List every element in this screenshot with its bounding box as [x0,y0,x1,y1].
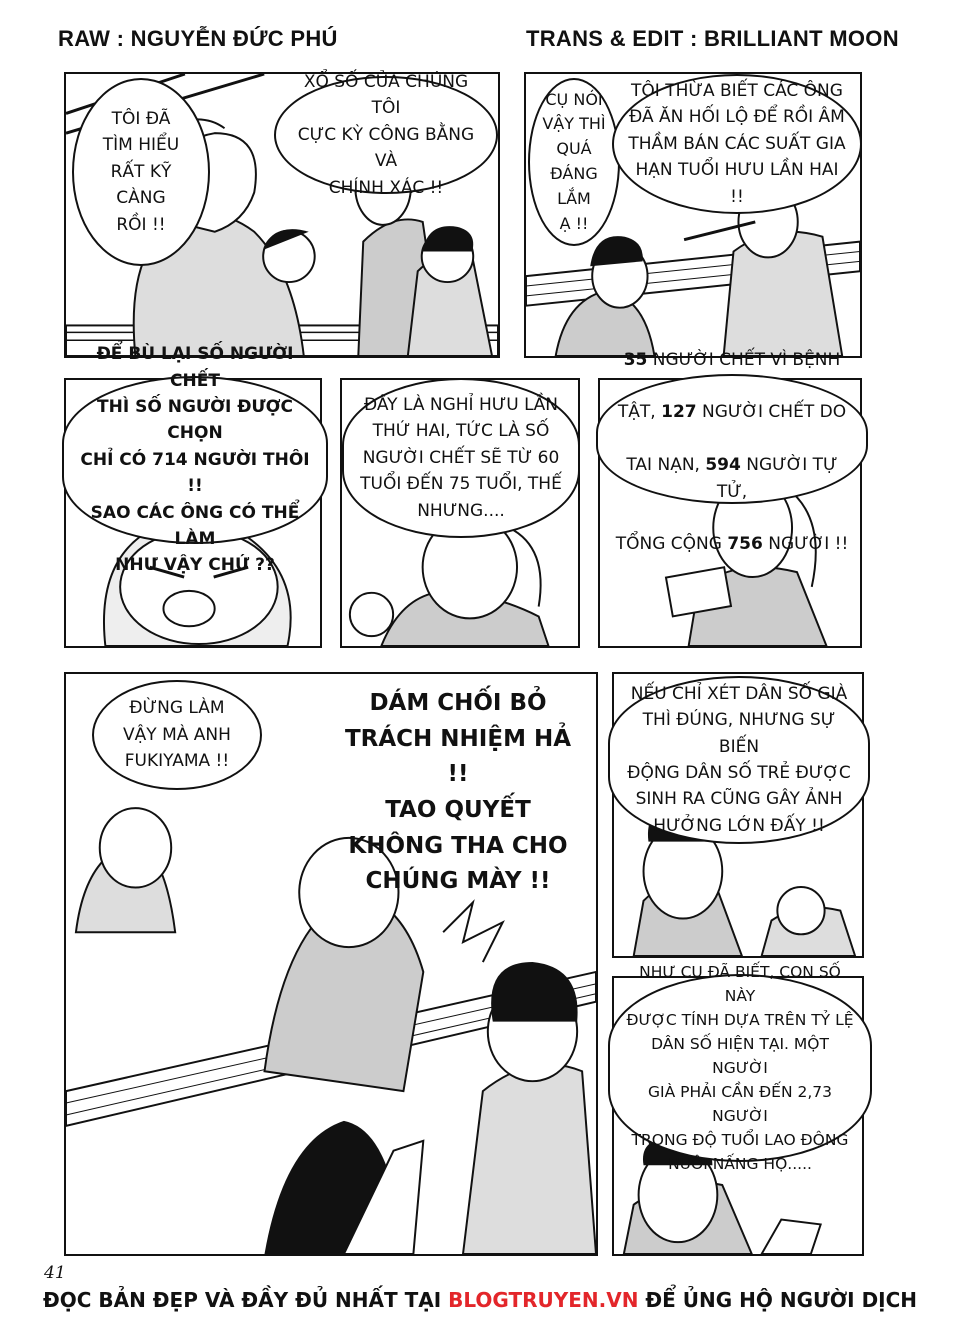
panel-1 [64,72,500,358]
panel-2 [524,72,862,358]
panel-5 [598,349,862,648]
bubble-text: TÔI THỪA BIẾT CÁC ÔNG ĐÃ ĂN HỐI LỘ ĐỂ RỒI ÂM THẦM BÁN CÁC SUẤT GIA HẠN TUỔI HƯU LẦN HAI !! [628,81,846,207]
text-tong-cong: TỔNG CỘNG [615,534,728,555]
bubble-text: XỔ SỐ CỦA CHÚNG TÔI CỰC KỲ CÔNG BẰNG VÀ CHÍNH XÁC !! [297,72,475,198]
text-tai-nan: NGƯỜI CHẾT DO [696,402,847,423]
panel-3 [64,344,322,648]
count-tai-nan: 127 [661,402,697,423]
bubble-text: TÔI ĐÃ TÌM HIỂU RẤT KỸ CÀNG RỒI !! [102,109,180,235]
bubble-text: ĐỪNG LÀM VẬY MÀ ANH FUKIYAMA !! [123,698,231,772]
raw-credit: RAW : NGUYỄN ĐỨC PHÚ [58,26,338,51]
text-tat: TẬT, [617,402,662,423]
speech-bubble-nhu-cu-da-biet [608,962,872,1174]
bubble-text [612,320,852,557]
speech-bubble-cu-noi [528,78,620,246]
trans-credit: TRANS & EDIT : BRILLIANT MOON [526,26,899,51]
speech-bubble-so-nguoi-chet [596,349,868,555]
count-benh-tat: 35 [623,349,648,370]
bubble-text: CỤ NÓI VẬY THÌ QUÁ ĐÁNG LẮM Ạ !! [542,89,606,233]
bubble-text: NHƯ CỤ ĐÃ BIẾT, CON SỐ NÀY ĐƯỢC TÍNH DỰA TRÊN TỶ LỆ DÂN SỐ HIỆN TẠI. MỘT NGƯỜI GIÀ PHẢI CẦN ĐẾN 2,73 NGƯỜI TRONG ĐỘ TUỔI LAO ĐỘNG NUÔI NẤNG HỌ..... [626,962,854,1174]
page-number: 41 [44,1263,66,1283]
footer-text-after: ĐỂ ỦNG HỘ NGƯỜI DỊCH [638,1288,918,1312]
speech-bubble-dung-lam [92,680,262,790]
panel-8 [612,962,864,1256]
text-nguoi: NGƯỜI !! [762,534,849,555]
speech-bubble-thua-biet [612,74,862,214]
text-tu-tu: NGƯỜI TỰ TỬ, [716,455,838,502]
shout-dam-choi-bo: DÁM CHỐI BỎ TRÁCH NHIỆM HẢ !! TAO QUYẾT KHÔNG THA CHO CHÚNG MÀY !! [344,690,572,895]
panel-6 [64,672,598,1256]
text-benh-tat: NGƯỜI CHẾT VÌ BỆNH [647,349,841,370]
bubble-text: ĐÂY LÀ NGHỈ HƯU LẦN THỨ HAI, TỨC LÀ SỐ NGƯỜI CHẾT SẼ TỪ 60 TUỔI ĐẾN 75 TUỔI, THẾ NHƯNG.... [360,395,562,521]
text-tai-nan-2: TAI NẠN, [626,455,706,476]
footer-site-link[interactable]: BLOGTRUYEN.VN [448,1288,639,1312]
speech-bubble-xo-so [274,72,498,198]
bubble-text: ĐỂ BÙ LẠI SỐ NGƯỜI CHẾT THÌ SỐ NGƯỜI ĐƯỢC CHỌN CHỈ CÓ 714 NGƯỜI THÔI !! SAO CÁC ÔNG CÓ THỂ LÀM NHƯ VẬY CHỨ ?? [80,344,310,576]
speech-bubble-neu-chi-xet [608,676,870,844]
panel-4 [340,378,580,648]
footer-credit [0,1288,960,1312]
footer-text-before: ĐỌC BẢN ĐẸP VÀ ĐẦY ĐỦ NHẤT TẠI [42,1288,449,1312]
speech-bubble-bu-lai [62,344,328,576]
count-tu-tu: 594 [705,455,741,476]
speech-bubble-nghi-huu [342,378,580,538]
speech-bubble-tim-hieu [72,78,210,266]
bubble-text: NẾU CHỈ XÉT DÂN SỐ GIÀ THÌ ĐÚNG, NHƯNG SỰ BIẾN ĐỘNG DÂN SỐ TRẺ ĐƯỢC SINH RA CŨNG GÂY ẢNH HƯỞNG LỚN ĐẤY !! [627,683,851,836]
count-tong-cong: 756 [727,534,763,555]
panel-7 [612,672,864,958]
